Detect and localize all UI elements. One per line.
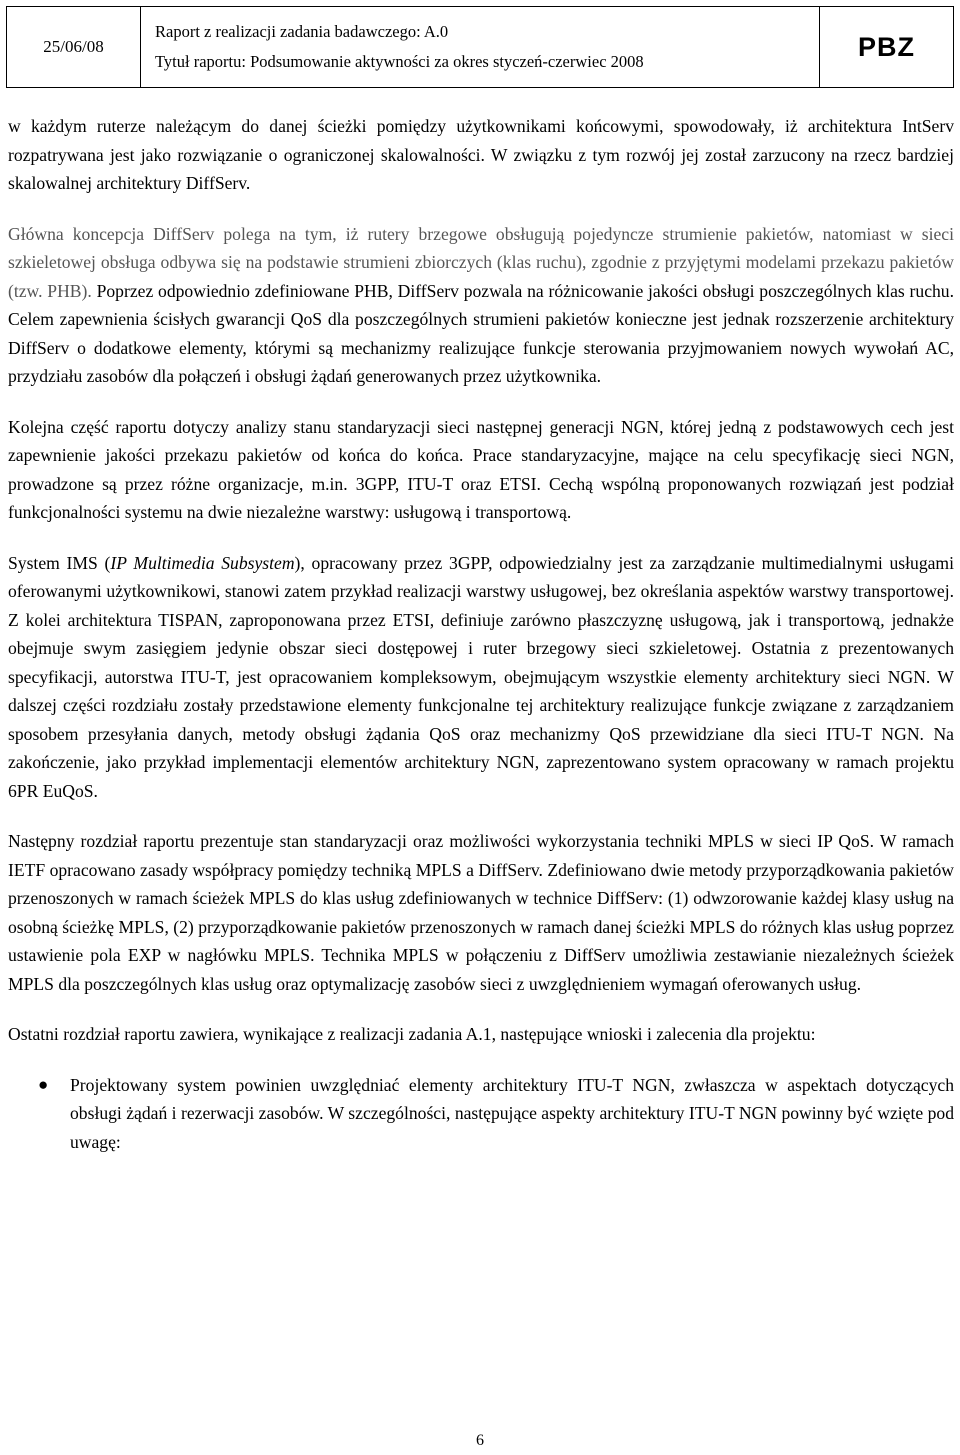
header-report-title: Raport z realizacji zadania badawczego: A.0 xyxy=(155,22,449,41)
page-number: 6 xyxy=(476,1432,484,1449)
header-titles xyxy=(141,7,820,87)
bullet-icon: ● xyxy=(38,1074,49,1094)
paragraph-ims-post: ), opracowany przez 3GPP, odpowiedzialny jest za zarządzanie multimedialnymi usługami oferowanymi użytkownikowi, stanowi zatem przykład realizacji warstwy usługowej, bez określania aspektów warstwy transportowej. Z kolei architektura TISPAN, zaproponowana przez ETSI, definiuje zarówno płaszczyznę usługową, jak i transportową, jednakże obejmuje swym zasięgiem jedynie obszar sieci dostępowej i ruter brzegowy sieci szkieletowej. Ostatnia z prezentowanych specyfikacji, autorstwa ITU-T, jest opracowaniem kompleksowym, obejmującym wszystkie elementy architektury sieci NGN. W dalszej części rozdziału zostały przedstawione elementy funkcjonalne tej architektury realizujące funkcje związane z zarządzaniem sposobem przesyłania danych, metody obsługi żądania QoS oraz mechanizmy QoS przewidziane dla sieci ITU-T NGN. Na zakończenie, jako przykład implementacji elementów architektury NGN, zaprezentowano system opracowany w ramach projektu 6PR EuQoS. xyxy=(8,552,954,801)
conclusions-list xyxy=(8,1071,954,1157)
paragraph-diffserv xyxy=(8,220,954,391)
paragraph-diffserv-part3: Celem zapewnienia ścisłych gwarancji QoS dla poszczególnych strumieni pakietów konieczne jest jednak rozszerzenie architektury DiffServ o dodatkowe elementy, którymi są mechanizmy realizujące funkcje sterowania przyjmowaniem nowych wywołań AC, przydziału zasobów dla połączeń i obsługi żądań generowanych przez użytkownika. xyxy=(8,309,954,386)
page-header xyxy=(6,6,954,88)
paragraph-conclusions: Ostatni rozdział raportu zawiera, wynikające z realizacji zadania A.1, następujące wnioski i zalecenia dla projektu: xyxy=(8,1024,816,1044)
paragraph-diffserv-part1: Główna koncepcja DiffServ polega na tym, iż rutery brzegowe obsługują pojedyncze strumienie pakietów, natomiast w sieci szkieletowej obsługa odbywa się na podstawie strumieni zbiorczych (klas ruchu), zgodnie z przyjętymi modelami przekazu pakietów (tzw. PHB). xyxy=(8,223,954,301)
header-report-subtitle: Tytuł raportu: Podsumowanie aktywności za okres styczeń-czerwiec 2008 xyxy=(155,52,644,71)
paragraph-ims xyxy=(8,549,954,806)
paragraph-ims-pre: System IMS ( xyxy=(8,552,111,573)
document-body xyxy=(8,112,954,1156)
header-logo: PBZ xyxy=(858,31,915,62)
paragraph-ims-italic: IP Multimedia Subsystem xyxy=(110,552,295,573)
list-item xyxy=(8,1071,954,1157)
paragraph-mpls: Następny rozdział raportu prezentuje stan standaryzacji oraz możliwości wykorzystania techniki MPLS w sieci IP QoS. W ramach IETF opracowano zasady współpracy pomiędzy techniką MPLS a DiffServ. Zdefiniowano dwie metody przyporządkowania pakietów przenoszonych w ramach ścieżek MPLS do klas usług zdefiniowanych w technice DiffServ: (1) odwzorowanie każdej klasy usług na osobną ścieżkę MPLS, (2) przyporządkowanie pakietów przenoszonych w ramach danej ścieżki MPLS do różnych klas usług poprzez ustawienie pola EXP w nagłówku MPLS. Technika MPLS w połączeniu z DiffServ umożliwia zestawianie niezależnych ścieżek MPLS dla poszczególnych klas usług oraz optymalizację zasobów sieci z uwzględnieniem wymagań oferowanych usług. xyxy=(8,831,954,994)
list-item-text: Projektowany system powinien uwzględniać elementy architektury ITU-T NGN, zwłaszcza w aspektach dotyczących obsługi żądań i rezerwacji zasobów. W szczególności, następujące aspekty architektury ITU-T NGN powinny być wzięte pod uwagę: xyxy=(70,1074,954,1152)
header-date: 25/06/08 xyxy=(7,7,141,87)
paragraph-diffserv-part2: Poprzez odpowiednio zdefiniowane PHB, DiffServ pozwala na różnicowanie jakości obsługi poszczególnych klas ruchu. xyxy=(96,280,954,301)
paragraph-ngn: Kolejna część raportu dotyczy analizy stanu standaryzacji sieci następnej generacji NGN, której jedną z podstawowych cech jest zapewnienie jakości przekazu pakietów od końca do końca. Prace standaryzacyjne, mające na celu specyfikację sieci NGN, prowadzone są przez różne organizacje, m.in. 3GPP, ITU-T oraz ETSI. Cechą wspólną proponowanych rozwiązań jest podział funkcjonalności systemu na dwie niezależne warstwy: usługową i transportową. xyxy=(8,416,954,522)
paragraph-intserv: w każdym ruterze należącym do danej ścieżki pomiędzy użytkownikami końcowymi, spowodowały, iż architektura IntServ rozpatrywana jest jako rozwiązanie o ograniczonej skalowalności. W związku z tym rozwój jej został zarzucony na rzecz bardziej skalowalnej architektury DiffServ. xyxy=(8,116,954,193)
